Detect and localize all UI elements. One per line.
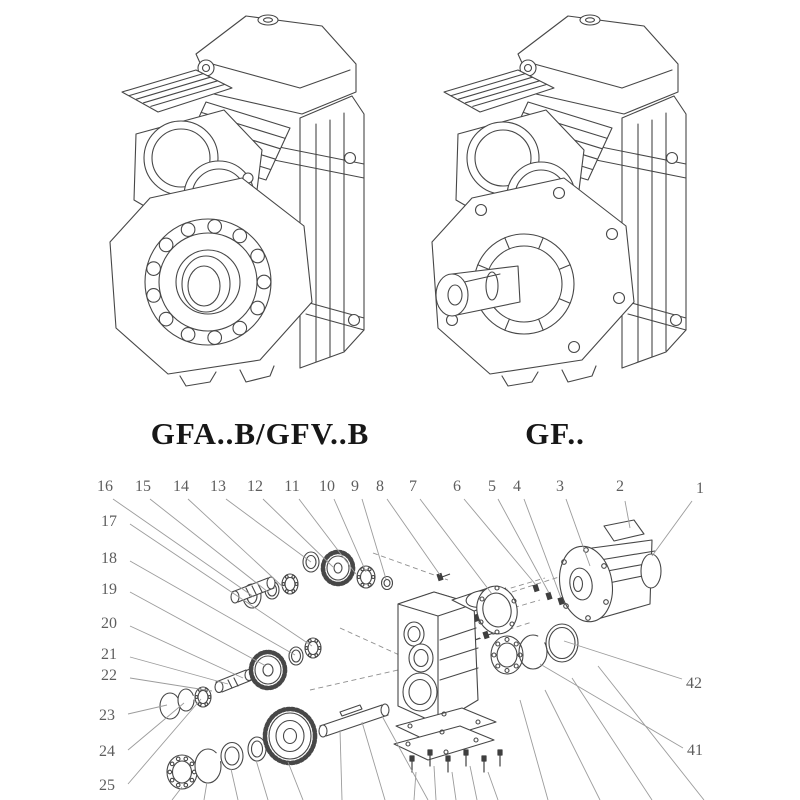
callout-11: 11 <box>284 478 300 495</box>
callout-14: 14 <box>173 478 189 495</box>
callout-4: 4 <box>513 478 521 495</box>
callout-21: 21 <box>101 646 117 663</box>
callout-18: 18 <box>101 550 117 567</box>
output-shaft-cluster <box>167 704 389 789</box>
callout-12: 12 <box>247 478 263 495</box>
callout-23: 23 <box>99 707 115 724</box>
callout-19: 19 <box>101 581 117 598</box>
input-shaft-cluster <box>231 552 393 608</box>
callout-6: 6 <box>453 478 461 495</box>
callout-1: 1 <box>696 480 704 497</box>
bearing-output <box>491 636 523 674</box>
callout-24: 24 <box>99 743 115 760</box>
callout-13: 13 <box>210 478 226 495</box>
callout-5: 5 <box>488 478 496 495</box>
gearbox-gfab-drawing <box>110 15 364 386</box>
snap-rings <box>519 624 578 669</box>
caption-gfab: GFA..B/GFV..B <box>150 416 370 451</box>
gearbox-gf-drawing <box>432 15 686 386</box>
caption-gf: GF.. <box>525 416 585 451</box>
motor <box>554 520 661 626</box>
callout-16: 16 <box>97 478 113 495</box>
callout-25: 25 <box>99 777 115 794</box>
callout-22: 22 <box>101 667 117 684</box>
callout-20: 20 <box>101 615 117 632</box>
gasket-plates <box>394 708 502 772</box>
callout-15: 15 <box>135 478 151 495</box>
callout-7: 7 <box>409 478 417 495</box>
callout-8: 8 <box>376 478 384 495</box>
callout-3: 3 <box>556 478 564 495</box>
callout-42: 42 <box>686 675 702 692</box>
callout-2: 2 <box>616 478 624 495</box>
callout-17: 17 <box>101 513 117 530</box>
callout-10: 10 <box>319 478 335 495</box>
callout-41: 41 <box>687 742 703 759</box>
intermediate-shaft-cluster <box>160 638 321 719</box>
exploded-view <box>113 499 704 800</box>
callout-9: 9 <box>351 478 359 495</box>
